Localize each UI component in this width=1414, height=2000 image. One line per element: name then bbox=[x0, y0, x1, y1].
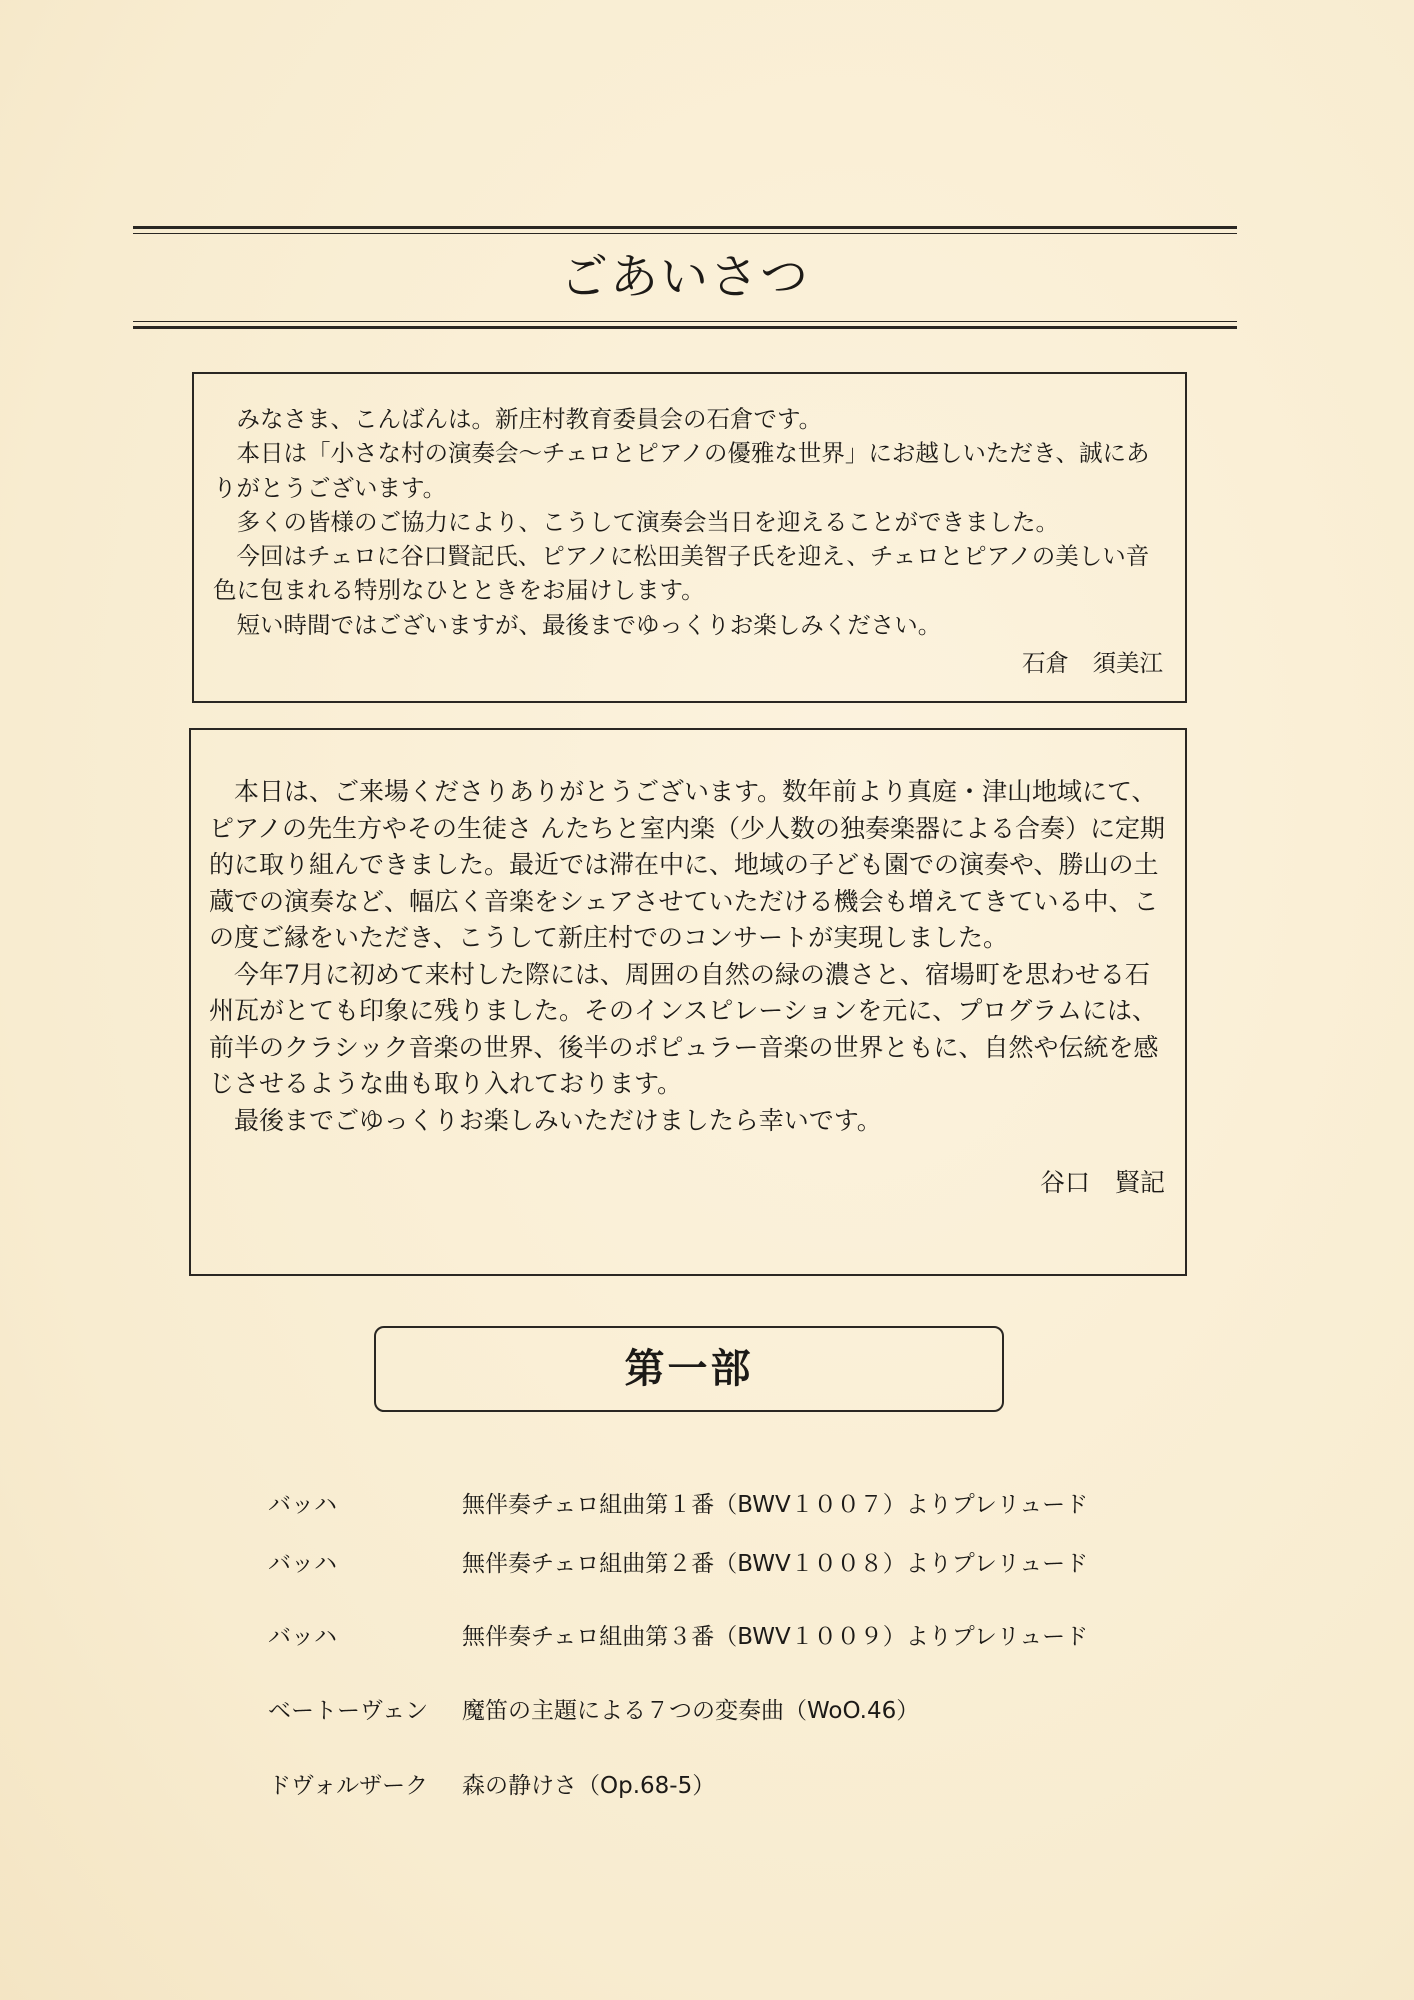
program-work: 無伴奏チェロ組曲第１番（BWV１００７）よりプレリュード bbox=[462, 1492, 1089, 1518]
greeting1-paragraph: 本日は「小さな村の演奏会～チェロとピアノの優雅な世界」にお越しいただき、誠にありがとうございます。 bbox=[213, 439, 1150, 502]
program-composer: ベートーヴェン bbox=[268, 1698, 429, 1724]
program-work: 無伴奏チェロ組曲第３番（BWV１００９）よりプレリュード bbox=[462, 1624, 1089, 1650]
bottom-rule-inner bbox=[133, 321, 1237, 322]
greeting1-paragraph: 短い時間ではございますが、最後までゆっくりお楽しみください。 bbox=[236, 610, 942, 639]
program-composer: バッハ bbox=[268, 1492, 337, 1518]
program-composer: ドヴォルザーク bbox=[268, 1773, 429, 1799]
greeting1-paragraph: 多くの皆様のご協力により、こうして演奏会当日を迎えることができました。 bbox=[236, 507, 1059, 536]
greeting1-signature: 石倉 須美江 bbox=[1022, 649, 1163, 678]
greeting2-paragraph: 本日は、ご来場くださりありがとうございます。数年前より真庭・津山地域にて、ピアノの先生方やその生徒さ んたちと室内楽（少人数の独奏楽器による合奏）に定期的に取り組んできました。最近では滞在中に、地域の子ども園での演奏や、勝山の土蔵での演奏など、幅広く音楽をシェアさせていただける機会も増えてきている中、この度ご縁をいただき、こうして新庄村でのコンサートが実現しました。 bbox=[209, 777, 1165, 952]
page-title: ごあいさつ bbox=[559, 249, 810, 305]
greeting2-signature: 谷口 賢記 bbox=[1039, 1168, 1165, 1197]
program-composer: バッハ bbox=[268, 1551, 337, 1577]
greeting2-paragraph: 今年7月に初めて来村した際には、周囲の自然の緑の濃さと、宿場町を思わせる石州瓦がとても印象に残りました。そのインスピレーションを元に、プログラムには、前半のクラシック音楽の世界、後半のポピュラー音楽の世界ともに、自然や伝統を感じさせるような曲も取り入れております。 bbox=[209, 959, 1159, 1098]
greeting-box-education-board bbox=[192, 372, 1187, 703]
greeting2-paragraph: 最後までごゆっくりお楽しみいただけましたら幸いです。 bbox=[234, 1105, 882, 1135]
program-composer: バッハ bbox=[268, 1624, 337, 1650]
top-rule-inner bbox=[133, 233, 1237, 234]
bottom-rule-outer bbox=[133, 326, 1237, 329]
program-work: 森の静けさ（Op.68-5） bbox=[462, 1773, 716, 1799]
program-work: 魔笛の主題による７つの変奏曲（WoO.46） bbox=[462, 1698, 920, 1724]
greeting1-paragraph: 今回はチェロに谷口賢記氏、ピアノに松田美智子氏を迎え、チェロとピアノの美しい音色に包まれる特別なひとときをお届けします。 bbox=[213, 542, 1150, 605]
part-one-heading: 第一部 bbox=[374, 1326, 1004, 1412]
greeting1-paragraph: みなさま、こんばんは。新庄村教育委員会の石倉です。 bbox=[236, 405, 823, 433]
program-work: 無伴奏チェロ組曲第２番（BWV１００８）よりプレリュード bbox=[462, 1551, 1089, 1577]
greeting-box-performer bbox=[189, 728, 1187, 1276]
top-rule-outer bbox=[133, 226, 1237, 229]
